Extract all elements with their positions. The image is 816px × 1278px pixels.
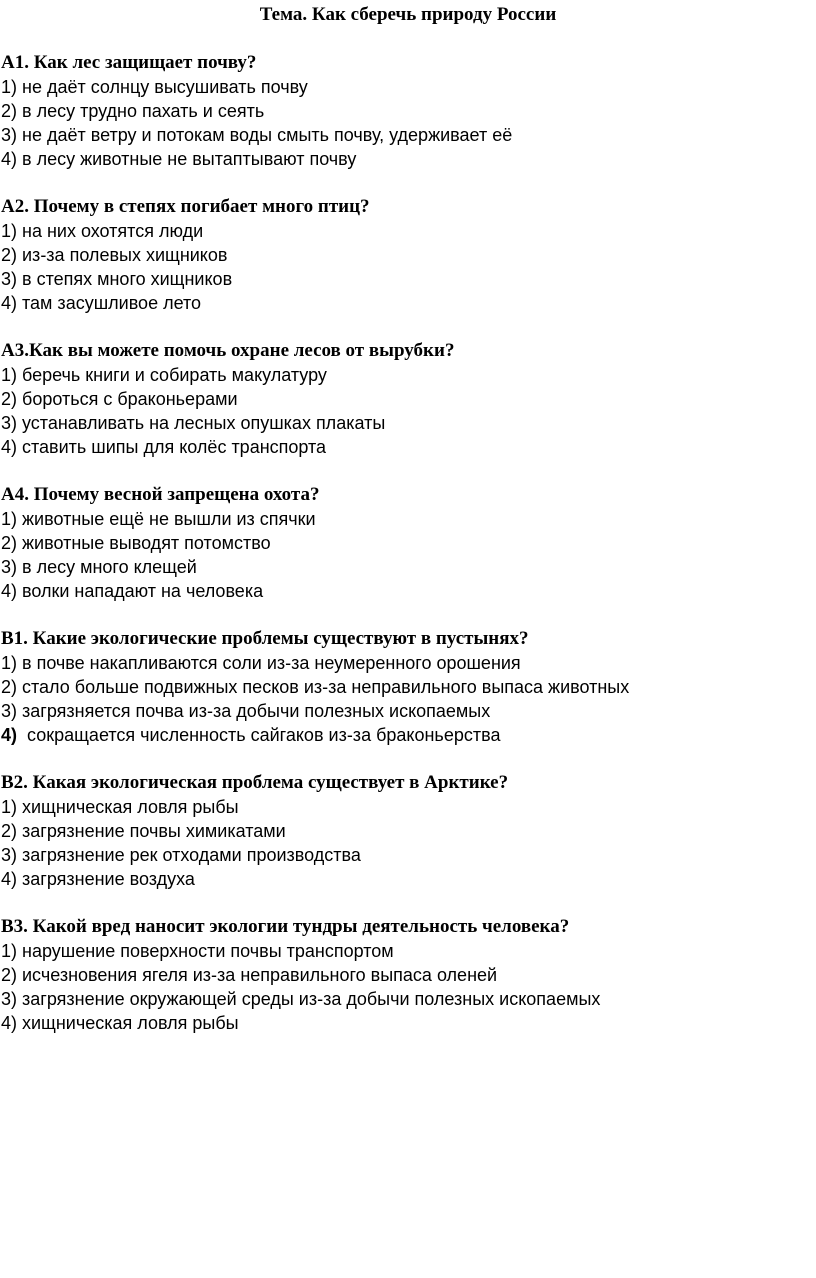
question-block <box>0 483 816 603</box>
question-block <box>0 51 816 171</box>
question-block <box>0 771 816 891</box>
question-text: А2. Почему в степях погибает много птиц? <box>1 196 370 217</box>
answer-option: 1) в почве накапливаются соли из-за неумеренного орошения <box>1 653 521 673</box>
question-block <box>0 915 816 1035</box>
answer-option: 1) нарушение поверхности почвы транспортом <box>1 941 394 961</box>
blank-line <box>0 603 816 627</box>
answer-option: 2) из-за полевых хищников <box>1 245 228 265</box>
answer-text: сокращается численность сайгаков из-за браконьерства <box>17 725 501 745</box>
answer-option: 4) в лесу животные не вытаптывают почву <box>1 149 357 169</box>
question-block <box>0 627 816 747</box>
blank-line <box>0 27 816 51</box>
question-text: В2. Какая экологическая проблема существует в Арктике? <box>1 772 509 793</box>
question-text: А1. Как лес защищает почву? <box>1 52 257 73</box>
answer-option: 3) не даёт ветру и потокам воды смыть почву, удерживает её <box>1 125 513 145</box>
answer-option: 3) загрязнение окружающей среды из-за добычи полезных ископаемых <box>1 989 601 1009</box>
answer-option: 3) устанавливать на лесных опушках плакаты <box>1 413 386 433</box>
document-title: Тема. Как сберечь природу России <box>259 4 557 25</box>
answer-option: 3) загрязнение рек отходами производства <box>1 845 361 865</box>
blank-line <box>0 171 816 195</box>
blank-line <box>0 315 816 339</box>
answer-option: 1) хищническая ловля рыбы <box>1 797 239 817</box>
blank-line <box>0 747 816 771</box>
answer-option: 3) в степях много хищников <box>1 269 233 289</box>
answer-option: 2) исчезновения ягеля из-за неправильного выпаса оленей <box>1 965 498 985</box>
answer-option: 4) волки нападают на человека <box>1 581 264 601</box>
answer-option: 2) загрязнение почвы химикатами <box>1 821 286 841</box>
answer-option: 1) на них охотятся люди <box>1 221 204 241</box>
answer-option: 2) животные выводят потомство <box>1 533 271 553</box>
question-text: А4. Почему весной запрещена охота? <box>1 484 320 505</box>
answer-option: 4) загрязнение воздуха <box>1 869 195 889</box>
answer-option: 1) не даёт солнцу высушивать почву <box>1 77 308 97</box>
answer-option: 4) хищническая ловля рыбы <box>1 1013 239 1033</box>
answer-option: 4) ставить шипы для колёс транспорта <box>1 437 327 457</box>
answer-number: 4) <box>1 725 18 745</box>
answer-option: 2) стало больше подвижных песков из-за неправильного выпаса животных <box>1 677 630 697</box>
answer-option: 1) животные ещё не вышли из спячки <box>1 509 316 529</box>
answer-option: 4) там засушливое лето <box>1 293 202 313</box>
answer-option: 2) в лесу трудно пахать и сеять <box>1 101 265 121</box>
blank-line <box>0 459 816 483</box>
answer-option: 3) в лесу много клещей <box>1 557 197 577</box>
answer-option <box>0 723 816 747</box>
blank-line <box>0 891 816 915</box>
question-text: А3.Как вы можете помочь охране лесов от вырубки? <box>1 340 455 361</box>
answer-option: 1) беречь книги и собирать макулатуру <box>1 365 327 385</box>
document-page <box>0 3 816 1035</box>
question-text: В1. Какие экологические проблемы существуют в пустынях? <box>1 628 529 649</box>
questions-list <box>0 27 816 1035</box>
answer-option: 3) загрязняется почва из-за добычи полезных ископаемых <box>1 701 491 721</box>
question-block <box>0 195 816 315</box>
question-text: В3. Какой вред наносит экологии тундры деятельность человека? <box>1 916 570 937</box>
question-block <box>0 339 816 459</box>
answer-option: 2) бороться с браконьерами <box>1 389 238 409</box>
